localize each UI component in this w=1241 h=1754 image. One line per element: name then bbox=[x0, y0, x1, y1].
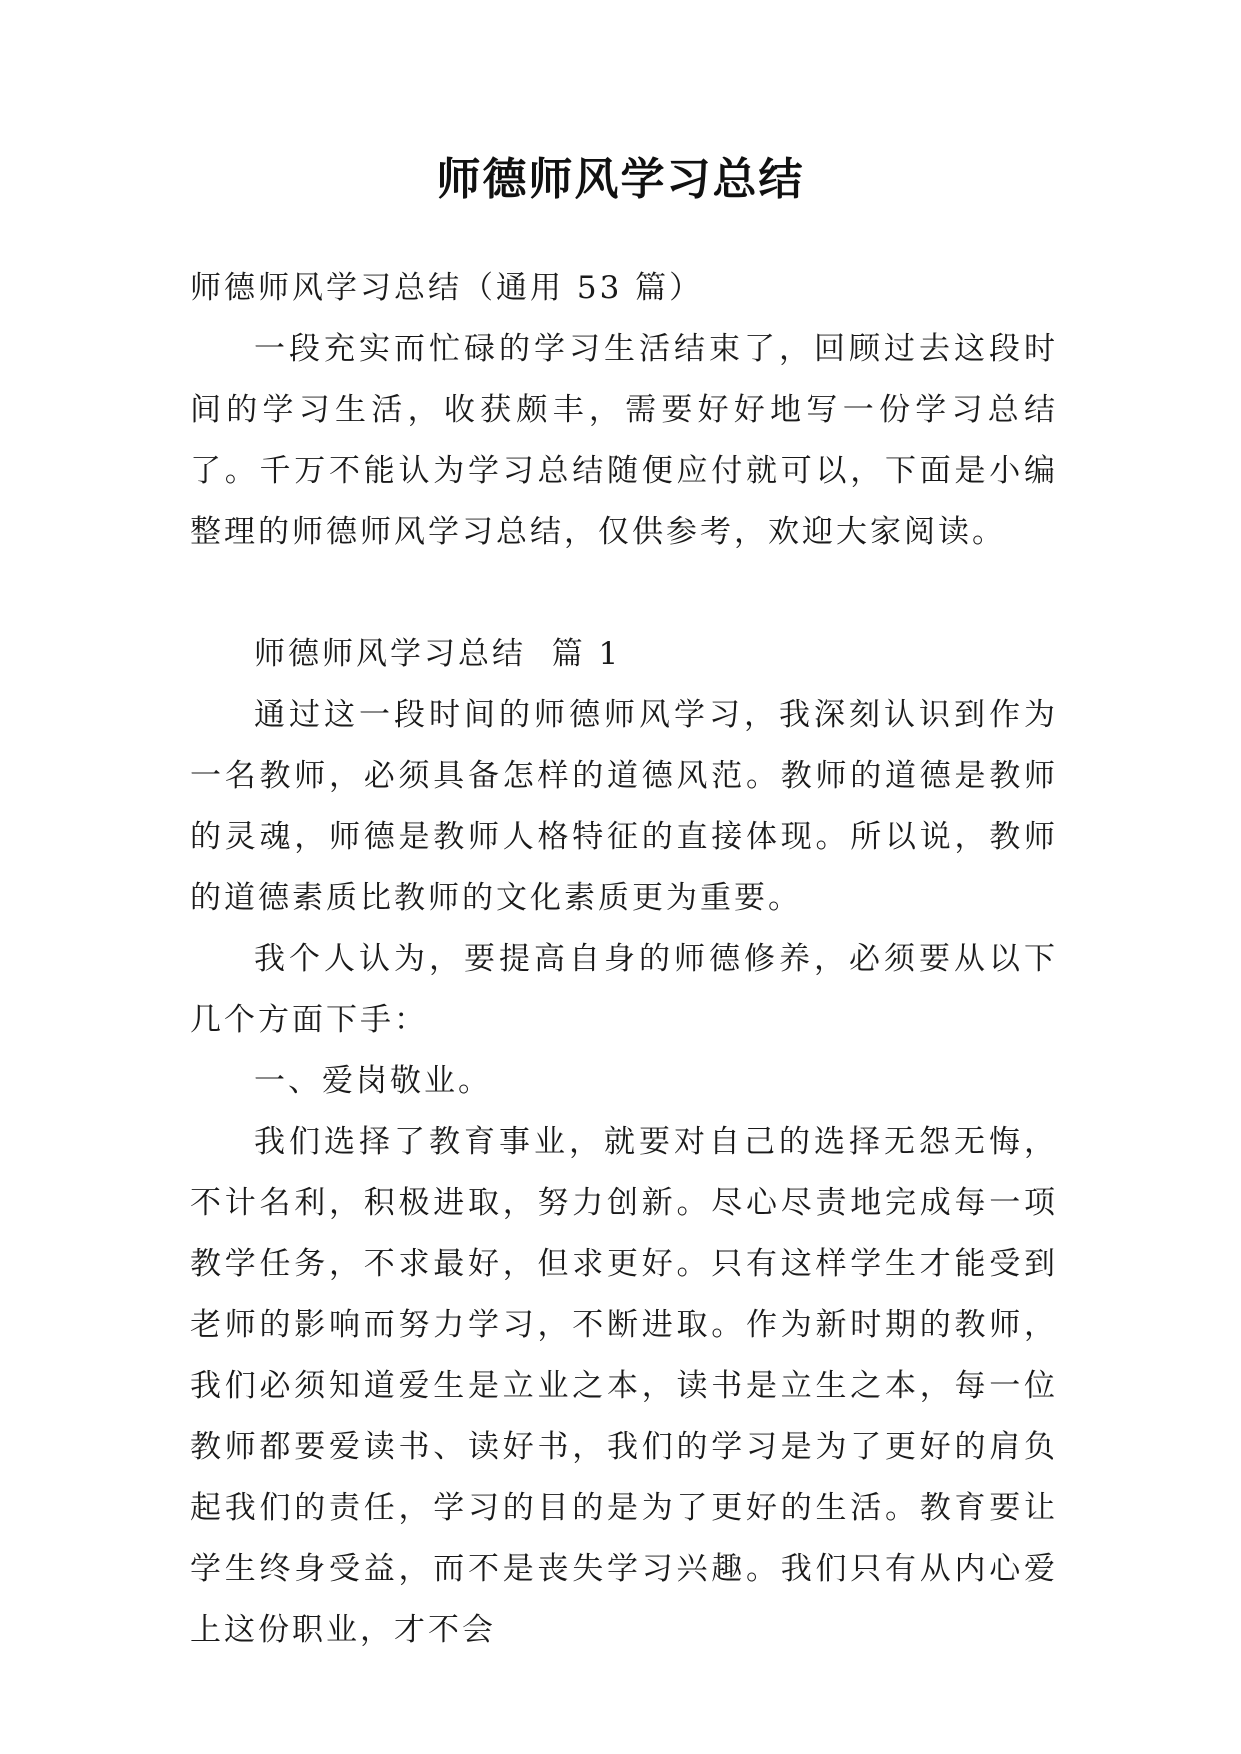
document-title: 师德师风学习总结 bbox=[436, 154, 805, 205]
document-subtitle: 师德师风学习总结（通用 53 篇） bbox=[190, 270, 704, 306]
section-heading: 师德师风学习总结 篇 1 bbox=[254, 636, 622, 672]
body-paragraph: 我们选择了教育事业，就要对自己的选择无怨无悔，不计名利，积极进取，努力创新。尽心尽责地完成每一项教学任务，不求最好，但求更好。只有这样学生才能受到老师的影响而努力学习，不断进取。作为新时期的教师，我们必须知道爱生是立业之本，读书是立生之本，每一位教师都要爱读书、读好书，我们的学习是为了更好的肩负起我们的责任，学习的目的是为了更好的生活。教育要让学生终身受益，而不是丧失学习兴趣。我们只有从内心爱上这份职业，才不会 bbox=[190, 1124, 1058, 1648]
intro-paragraph: 一段充实而忙碌的学习生活结束了，回顾过去这段时间的学习生活，收获颇丰，需要好好地写一份学习总结了。千万不能认为学习总结随便应付就可以，下面是小编整理的师德师风学习总结，仅供参考，欢迎大家阅读。 bbox=[190, 331, 1058, 550]
list-heading: 一、爱岗敬业。 bbox=[254, 1063, 492, 1099]
body-paragraph: 通过这一段时间的师德师风学习，我深刻认识到作为一名教师，必须具备怎样的道德风范。教师的道德是教师的灵魂，师德是教师人格特征的直接体现。所以说，教师的道德素质比教师的文化素质更为重要。 bbox=[190, 697, 1058, 916]
document-body bbox=[190, 258, 1058, 1661]
section-spacer bbox=[190, 563, 1058, 624]
body-paragraph: 我个人认为，要提高自身的师德修养，必须要从以下几个方面下手： bbox=[190, 941, 1058, 1038]
